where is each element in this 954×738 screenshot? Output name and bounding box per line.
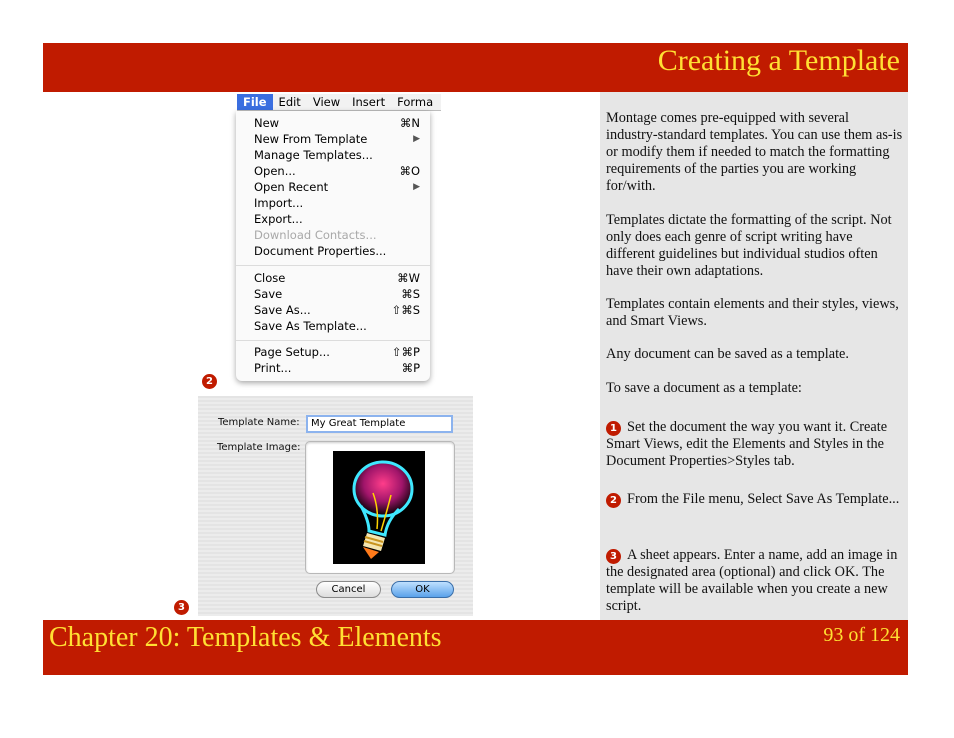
menu-item-label: Page Setup... [254, 345, 330, 359]
template-image-well[interactable] [305, 441, 455, 574]
menu-item-manage-templates[interactable] [254, 147, 420, 163]
menu-item-download-contacts [254, 227, 420, 243]
step-3-icon: 3 [606, 549, 621, 564]
menu-item-label: Save As... [254, 303, 311, 317]
contents-paragraph: Templates contain elements and their styles, views, and Smart Views. [606, 296, 899, 329]
menu-item-label: Manage Templates... [254, 148, 373, 162]
menu-item-open[interactable] [254, 163, 420, 179]
save-any-paragraph: Any document can be saved as a template. [606, 346, 849, 362]
file-menu [236, 111, 430, 381]
menu-item-label: Import... [254, 196, 304, 210]
page-number: 93 of 124 [823, 624, 900, 646]
template-name-label: Template Name: [218, 417, 300, 428]
menu-separator [236, 265, 430, 266]
menu-item-label: Open Recent [254, 180, 329, 194]
submenu-arrow-icon: ▶ [413, 182, 420, 192]
menu-edit[interactable]: Edit [278, 95, 301, 109]
menu-item-label: Open... [254, 164, 296, 178]
shortcut-label: ⌘W [397, 271, 420, 285]
menu-view[interactable]: View [312, 95, 341, 109]
menu-separator [236, 340, 430, 341]
chapter-title: Chapter 20: Templates & Elements [49, 622, 442, 653]
shortcut-label: ⇧⌘P [391, 345, 420, 359]
footer-bar [43, 620, 908, 675]
templates-paragraph: Templates dictate the formatting of the script. Not only does each genre of script writing have different guidelines but individual studios often have their own adaptations. [606, 212, 892, 279]
menu-item-label: Close [254, 271, 286, 285]
cancel-button[interactable]: Cancel [316, 581, 381, 598]
shortcut-label: ⌘N [399, 116, 420, 130]
step-2 [606, 491, 904, 508]
ok-button[interactable]: OK [391, 581, 454, 598]
menu-item-document-properties[interactable] [254, 243, 420, 259]
step-1-icon: 1 [606, 421, 621, 436]
shortcut-label: ⌘P [401, 361, 420, 375]
template-image-label: Template Image: [217, 442, 301, 453]
menu-item-save-as-template[interactable] [254, 318, 420, 334]
step-3-badge: 3 [174, 600, 189, 615]
menu-bar [237, 94, 441, 111]
page-title: Creating a Template [657, 44, 900, 77]
lightbulb-image [333, 451, 425, 564]
menu-item-import[interactable] [254, 195, 420, 211]
menu-item-close[interactable] [254, 270, 420, 286]
menu-item-new[interactable] [254, 115, 420, 131]
header-bar [43, 43, 908, 92]
step-2-icon: 2 [606, 493, 621, 508]
intro-paragraph: Montage comes pre-equipped with several industry-standard templates. You can use them as-is or modify them if needed to match the formatting requirements of the parties you are working for/with. [606, 110, 903, 194]
menu-item-label: Save As Template... [254, 319, 367, 333]
menu-file[interactable]: File [237, 94, 273, 111]
step-3-text: A sheet appears. Enter a name, add an image in the designated area (optional) and click OK. The template will be available when you create a new script. [606, 547, 898, 614]
menu-item-label: Print... [254, 361, 292, 375]
menu-item-print[interactable] [254, 360, 420, 376]
menu-format[interactable]: Forma [397, 95, 434, 109]
menu-item-export[interactable] [254, 211, 420, 227]
menu-item-label: Download Contacts... [254, 228, 377, 242]
step-2-text: From the File menu, Select Save As Template... [627, 491, 900, 507]
instructions-panel [600, 92, 908, 620]
menu-item-new-from-template[interactable] [254, 131, 420, 147]
how-to-paragraph: To save a document as a template: [606, 380, 802, 396]
shortcut-label: ⇧⌘S [391, 303, 420, 317]
menu-item-label: Export... [254, 212, 303, 226]
step-2-badge: 2 [202, 374, 217, 389]
menu-item-page-setup[interactable] [254, 344, 420, 360]
step-1-text: Set the document the way you want it. Create Smart Views, edit the Elements and Styles in the Document Properties>Styles tab. [606, 419, 888, 469]
menu-item-label: New [254, 116, 280, 130]
shortcut-label: ⌘S [401, 287, 420, 301]
menu-item-save-as[interactable] [254, 302, 420, 318]
submenu-arrow-icon: ▶ [413, 134, 420, 144]
shortcut-label: ⌘O [399, 164, 420, 178]
menu-item-open-recent[interactable] [254, 179, 420, 195]
menu-item-label: Save [254, 287, 283, 301]
save-template-sheet [198, 396, 473, 616]
template-name-input[interactable]: My Great Template [306, 415, 453, 433]
menu-insert[interactable]: Insert [352, 95, 386, 109]
menu-item-save[interactable] [254, 286, 420, 302]
menu-item-label: Document Properties... [254, 244, 387, 258]
step-3 [606, 547, 904, 615]
menu-item-label: New From Template [254, 132, 368, 146]
step-1 [606, 419, 904, 470]
